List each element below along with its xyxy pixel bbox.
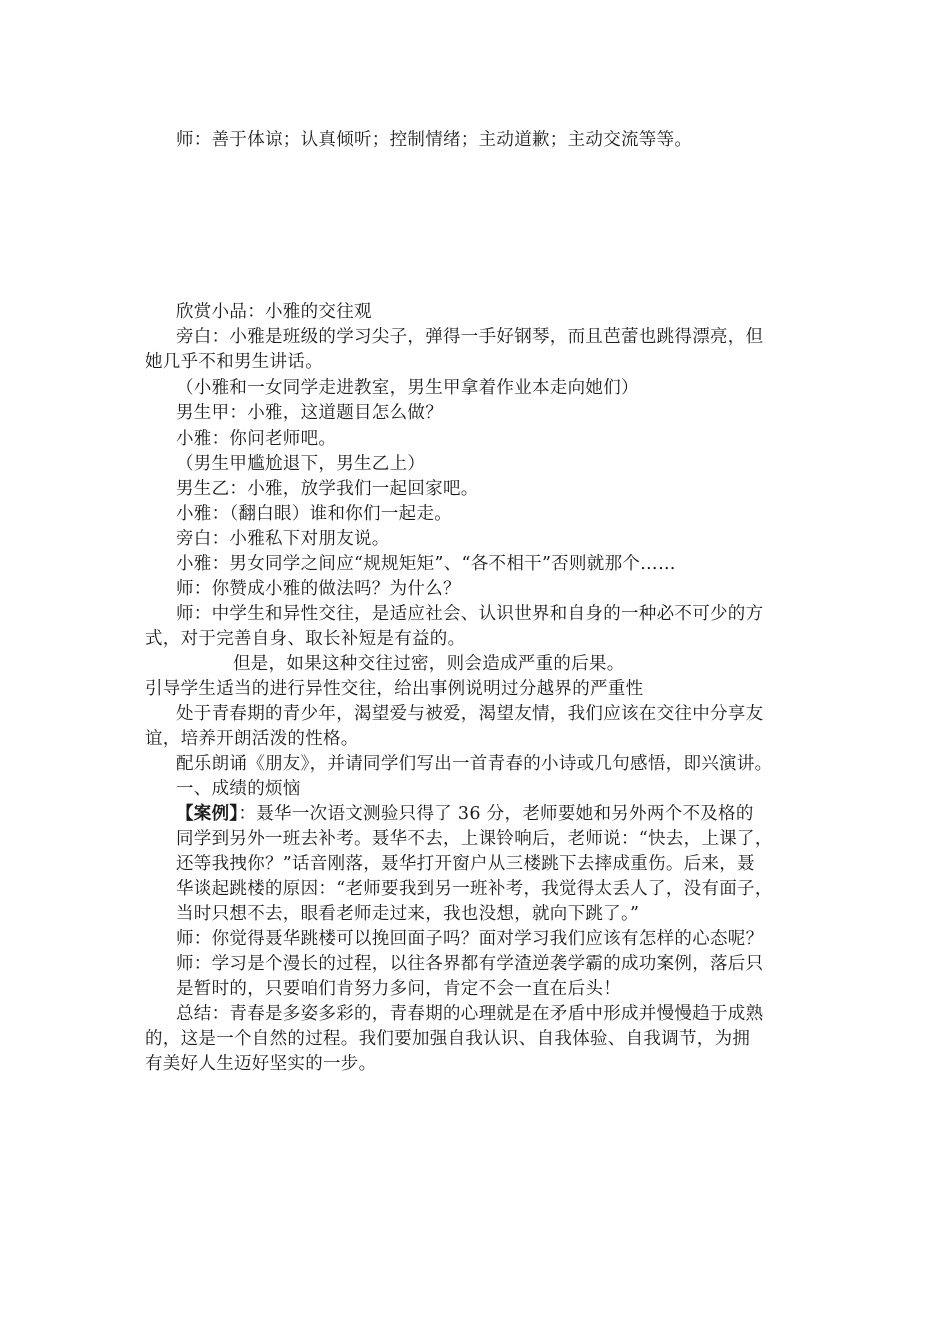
summary-line-2: 的，这是一个自然的过程。我们要加强自我认识、自我体验、自我调节，为拥 [145,1029,751,1049]
case-line-2: 同学到另外一班去补考。聂华不去，上课铃响后，老师说：“快去，上课了， [176,829,773,849]
stage-direction-1: （小雅和一女同学走进教室，男生甲拿着作业本走向她们） [176,378,639,398]
stage-direction-2: （男生甲尴尬退下，男生乙上） [176,454,426,474]
boy-b-line: 男生乙：小雅，放学我们一起回家吧。 [176,479,479,499]
case-line-3: 还等我拽你？”话音刚落，聂华打开窗户从三楼跳下去摔成重伤。后来，聂 [176,854,755,874]
youth-line-2: 谊，培养开朗活泼的性格。 [145,729,359,749]
teacher-question-1: 师：你赞成小雅的做法吗？为什么？ [176,579,461,599]
teacher-answer-2b: 是暂时的，只要咱们肯努力多问，肯定不会一直在后头！ [176,979,621,999]
teacher-answer-1b: 式，对于完善自身、取长补短是有益的。 [145,629,466,649]
guide-line: 引导学生适当的进行异性交往，给出事例说明过分越界的严重性 [145,679,644,699]
case-label: 【案例】 [176,804,239,824]
xiaoya-line-3: 小雅：男女同学之间应“规规矩矩”、“各不相干”否则就那个…… [176,554,676,574]
boy-a-line: 男生甲：小雅，这道题目怎么做？ [176,403,443,423]
xiaoya-line-1: 小雅：你问老师吧。 [176,429,337,449]
case-line-5: 当时只想不去，眼看老师走过来，我也没想，就向下跳了。” [176,904,640,924]
case-line-1 [176,802,754,826]
teacher-question-2: 师：你觉得聂华跳楼可以挽回面子吗？面对学习我们应该有怎样的心态呢？ [176,929,764,949]
skit-title: 欣赏小品：小雅的交往观 [176,302,372,322]
section-heading: 一、成绩的烦恼 [176,779,301,799]
teacher-points: 师：善于体谅；认真倾听；控制情绪；主动道歉；主动交流等等。 [176,130,693,150]
however-line: 但是，如果这种交往过密，则会造成严重的后果。 [233,654,625,674]
summary-line-1: 总结：青春是多姿多彩的，青春期的心理就是在矛盾中形成并慢慢趋于成熟 [176,1004,764,1024]
narration-2: 旁白：小雅私下对朋友说。 [176,529,390,549]
xiaoya-line-2: 小雅：（翻白眼）谁和你们一起走。 [176,504,453,524]
youth-line-1: 处于青春期的青少年，渴望爱与被爱，渴望友情，我们应该在交往中分享友 [176,704,764,724]
narration-1b: 她几乎不和男生讲话。 [145,352,323,372]
summary-line-3: 有美好人生迈好坚实的一步。 [145,1054,377,1074]
narration-1a: 旁白：小雅是班级的学习尖子，弹得一手好钢琴，而且芭蕾也跳得漂亮，但 [176,327,764,347]
teacher-answer-2a: 师：学习是个漫长的过程，以往各界都有学渣逆袭学霸的成功案例，落后只 [176,954,764,974]
case-line-4: 华谈起跳楼的原因：“老师要我到另一班补考，我觉得太丢人了，没有面子， [176,879,773,899]
case-text-1: ：聂华一次语文测验只得了 36 分，老师要她和另外两个不及格的 [238,804,754,824]
recital-line: 配乐朗诵《朋友》，并请同学们写出一首青春的小诗或几句感悟，即兴演讲。 [176,754,773,774]
teacher-answer-1a: 师：中学生和异性交往，是适应社会、认识世界和自身的一种必不可少的方 [176,604,764,624]
